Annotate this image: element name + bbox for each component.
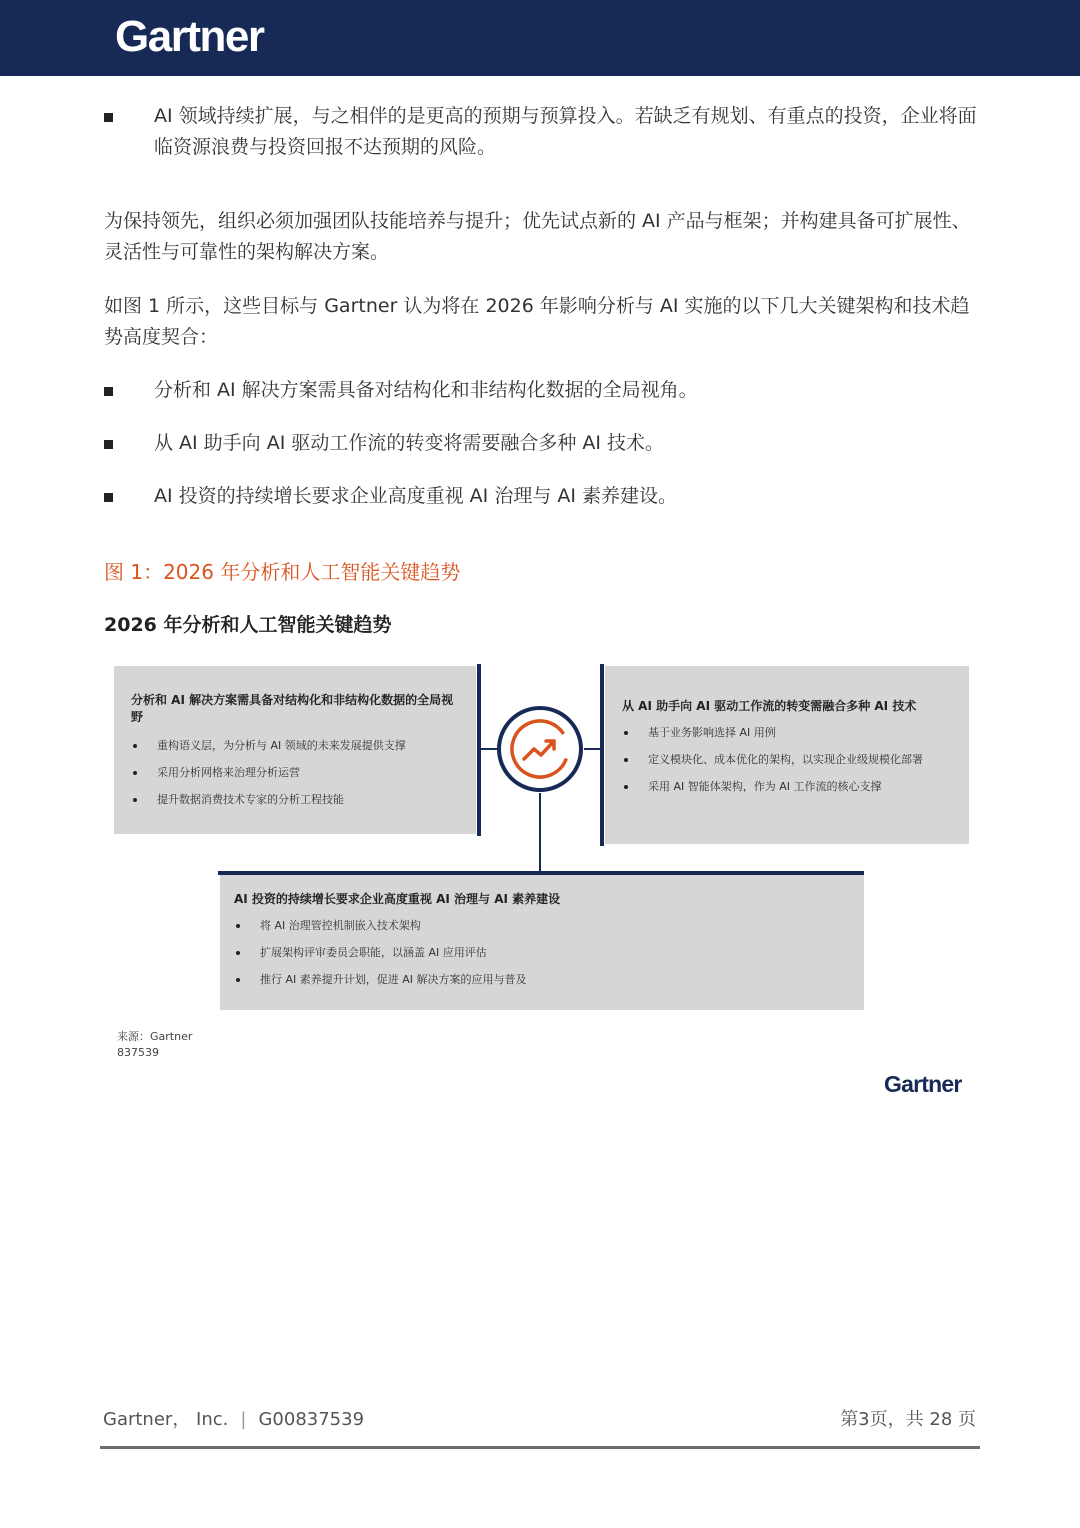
- figure-source: [117, 1029, 192, 1061]
- hub-connector-down: [539, 793, 541, 872]
- trend-box-title: 从 AI 助手向 AI 驱动工作流的转变需融合多种 AI 技术: [622, 699, 917, 713]
- trend-box-list: [234, 918, 848, 988]
- trend-box-item: 将 AI 治理管控机制嵌入技术架构: [234, 918, 848, 934]
- paragraph-1: 为保持领先，组织必须加强团队技能培养与提升；优先试点新的 AI 产品与框架；并构建具备可扩展性、灵活性与可靠性的架构解决方案。: [104, 210, 971, 263]
- source-label: 来源：Gartner: [117, 1030, 193, 1043]
- hub-connector-right: [584, 748, 600, 750]
- trend-box-right: [605, 666, 969, 844]
- hub-connector-left: [481, 748, 497, 750]
- trend-box-item: 重构语义层，为分析与 AI 领域的未来发展提供支撑: [131, 738, 460, 754]
- trend-box-item: 定义模块化、成本优化的架构，以实现企业级规模化部署: [622, 752, 953, 768]
- trend-bullet-text: AI 投资的持续增长要求企业高度重视 AI 治理与 AI 素养建设。: [154, 485, 678, 507]
- square-bullet-icon: [104, 440, 113, 449]
- figure-caption: 图 1：2026 年分析和人工智能关键趋势: [104, 560, 461, 584]
- footer-separator: |: [240, 1409, 247, 1430]
- right-box-accent-bar: [600, 664, 604, 846]
- trend-box-item: 扩展架构评审委员会职能，以涵盖 AI 应用评估: [234, 945, 848, 961]
- trend-box-title: 分析和 AI 解决方案需具备对结构化和非结构化数据的全局视野: [131, 693, 454, 724]
- trend-box-list: [131, 738, 460, 808]
- trend-box-bottom: [220, 875, 864, 1010]
- trend-bullet-text: 从 AI 助手向 AI 驱动工作流的转变将需要融合多种 AI 技术。: [154, 432, 665, 454]
- figure-id: 837539: [117, 1046, 159, 1059]
- trend-bullet-text: 分析和 AI 解决方案需具备对结构化和非结构化数据的全局视角。: [154, 379, 698, 401]
- trend-box-list: [622, 725, 953, 795]
- trend-box-item: 提升数据消费技术专家的分析工程技能: [131, 792, 460, 808]
- footer-left: [103, 1405, 364, 1431]
- figure-title: 2026 年分析和人工智能关键趋势: [104, 614, 392, 636]
- gartner-logo: Gartner: [115, 12, 264, 61]
- trend-box-item: 采用 AI 智能体架构，作为 AI 工作流的核心支撑: [622, 779, 953, 795]
- paragraph-2: 如图 1 所示，这些目标与 Gartner 认为将在 2026 年影响分析与 AI 实施的以下几大关键架构和技术趋势高度契合：: [104, 295, 970, 348]
- footer-doc-id: G00837539: [258, 1409, 365, 1430]
- square-bullet-icon: [104, 113, 113, 122]
- trend-hub: [496, 705, 584, 793]
- footer-divider: [100, 1446, 980, 1449]
- left-box-accent-bar: [477, 664, 481, 836]
- trend-box-item: 基于业务影响选择 AI 用例: [622, 725, 953, 741]
- trend-box-title: AI 投资的持续增长要求企业高度重视 AI 治理与 AI 素养建设: [234, 892, 561, 906]
- square-bullet-icon: [104, 493, 113, 502]
- square-bullet-icon: [104, 387, 113, 396]
- footer-company: Gartner， Inc.: [103, 1409, 229, 1430]
- footer-page-number: 第3页，共 28 页: [840, 1409, 976, 1430]
- page-header: [0, 0, 1080, 76]
- trend-up-arrow-icon: [496, 705, 584, 793]
- trend-box-item: 采用分析网格来治理分析运营: [131, 765, 460, 781]
- trend-box-left: [114, 666, 476, 834]
- intro-bullet-text: AI 领域持续扩展，与之相伴的是更高的预期与预算投入。若缺乏有规划、有重点的投资，企业将面临资源浪费与投资回报不达预期的风险。: [154, 105, 977, 158]
- figure-gartner-logo: Gartner: [884, 1071, 962, 1097]
- trend-box-item: 推行 AI 素养提升计划，促进 AI 解决方案的应用与普及: [234, 972, 848, 988]
